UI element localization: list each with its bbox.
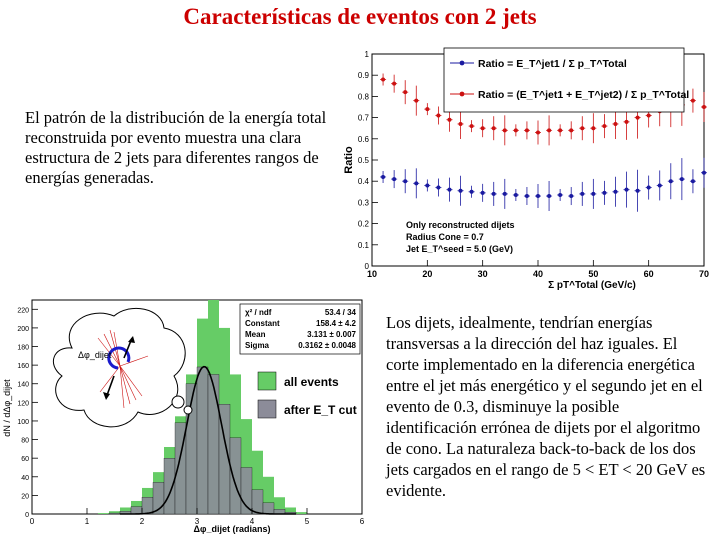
paragraph-dijets: Los dijets, idealmente, tendrían energías transversas a la dirección del haz iguales. El corte implementado en la diferencia energética entre el jet más energético y el segundo jet en el evento de 0.3, disminuye la posible identificación errónea de dijets por el algoritmo de cono. La naturaleza back-to-back de los dos jets cargados en el rango de 5 < ET < 20 GeV es evidente. bbox=[386, 313, 706, 500]
fit-stat-name: Sigma bbox=[245, 341, 270, 350]
ratio-x-tick-label: 60 bbox=[643, 269, 654, 279]
hist-y-tick-label: 120 bbox=[17, 400, 29, 408]
ratio-point-jet1 bbox=[636, 189, 640, 193]
hist-y-tick-label: 100 bbox=[17, 418, 29, 426]
ratio-point-jet1 bbox=[525, 194, 529, 198]
ratio-point-jet1 bbox=[459, 189, 463, 193]
ratio-annotation-line1: Only reconstructed dijets bbox=[406, 220, 515, 230]
fit-stat-name: χ² / ndf bbox=[245, 308, 272, 317]
hist-y-tick-label: 140 bbox=[17, 381, 29, 389]
ratio-point-jet1 bbox=[436, 186, 440, 190]
ratio-y-tick-label: 0.3 bbox=[357, 198, 369, 208]
ratio-point-dijet bbox=[591, 126, 595, 130]
ratio-x-tick-label: 40 bbox=[532, 269, 544, 279]
hist-y-tick-label: 60 bbox=[21, 456, 29, 464]
hist-y-tick-label: 80 bbox=[21, 437, 29, 445]
ratio-point-jet1 bbox=[514, 193, 518, 197]
ratio-point-dijet bbox=[525, 128, 529, 132]
hist-y-tick-label: 160 bbox=[17, 363, 29, 371]
ratio-point-dijet bbox=[613, 122, 617, 126]
ratio-point-dijet bbox=[702, 105, 706, 109]
ratio-point-dijet bbox=[636, 116, 640, 120]
bar-after-cut bbox=[131, 507, 142, 514]
ratio-plot bbox=[342, 42, 718, 294]
ratio-point-dijet bbox=[602, 124, 606, 128]
ratio-y-tick-label: 0.5 bbox=[357, 156, 369, 165]
ratio-x-tick-label: 10 bbox=[366, 269, 378, 279]
legend-swatch-all-events bbox=[258, 372, 276, 390]
fit-stat-value: 53.4 / 34 bbox=[324, 308, 356, 317]
ratio-y-tick-label: 0.7 bbox=[357, 113, 369, 123]
ratio-point-jet1 bbox=[669, 179, 673, 183]
ratio-point-jet1 bbox=[492, 192, 496, 196]
bar-after-cut bbox=[252, 490, 263, 514]
ratio-x-tick-label: 30 bbox=[477, 269, 488, 279]
ratio-point-jet1 bbox=[602, 191, 606, 195]
ratio-point-dijet bbox=[381, 77, 385, 81]
hist-x-tick-label: 1 bbox=[84, 517, 90, 526]
ratio-point-jet1 bbox=[558, 193, 562, 197]
ratio-point-dijet bbox=[580, 126, 584, 130]
fit-stat-value: 158.4 ± 4.2 bbox=[316, 319, 356, 328]
ratio-point-jet1 bbox=[647, 186, 651, 190]
hist-x-tick-label: 0 bbox=[29, 517, 35, 526]
ratio-point-jet1 bbox=[691, 179, 695, 183]
bar-after-cut bbox=[230, 438, 241, 514]
ratio-point-jet1 bbox=[536, 194, 540, 198]
ratio-legend-dot-blue bbox=[460, 61, 465, 66]
ratio-point-jet1 bbox=[447, 188, 451, 192]
ratio-annotation-line3: Jet E_T^seed = 5.0 (GeV) bbox=[406, 244, 514, 254]
legend-label-all-events: all events bbox=[284, 375, 339, 389]
ratio-point-jet1 bbox=[625, 188, 629, 192]
bar-after-cut bbox=[142, 497, 153, 514]
ratio-point-jet1 bbox=[481, 191, 485, 195]
ratio-point-dijet bbox=[403, 90, 407, 94]
dphi-histogram bbox=[2, 296, 370, 538]
ratio-point-dijet bbox=[691, 99, 695, 103]
ratio-point-dijet bbox=[625, 120, 629, 124]
fit-stat-name: Mean bbox=[245, 330, 266, 339]
ratio-point-jet1 bbox=[425, 183, 429, 187]
ratio-y-tick-label: 0.4 bbox=[357, 177, 369, 187]
ratio-point-jet1 bbox=[547, 194, 551, 198]
ratio-y-tick-label: 0.6 bbox=[357, 134, 369, 144]
hist-x-tick-label: 3 bbox=[194, 517, 200, 526]
ratio-point-jet1 bbox=[591, 192, 595, 196]
ratio-point-dijet bbox=[481, 126, 485, 130]
ratio-point-dijet bbox=[569, 128, 573, 132]
ratio-point-jet1 bbox=[470, 190, 474, 194]
ratio-point-dijet bbox=[492, 126, 496, 130]
ratio-point-dijet bbox=[647, 113, 651, 117]
ratio-point-dijet bbox=[558, 128, 562, 132]
bubble-dot-small bbox=[184, 406, 192, 414]
ratio-y-tick-label: 0.1 bbox=[357, 240, 369, 250]
ratio-point-dijet bbox=[470, 124, 474, 128]
fit-stat-name: Constant bbox=[245, 319, 280, 328]
bar-after-cut bbox=[208, 374, 219, 514]
ratio-legend-entry-jet1: Ratio = E_T^jet1 / Σ p_T^Total bbox=[478, 58, 627, 70]
bar-after-cut bbox=[263, 503, 274, 514]
hist-x-tick-label: 5 bbox=[304, 517, 310, 526]
ratio-legend-entry-dijet: Ratio = (E_T^jet1 + E_T^jet2) / Σ p_T^Total bbox=[478, 89, 690, 101]
ratio-point-dijet bbox=[536, 130, 540, 134]
ratio-point-jet1 bbox=[403, 179, 407, 183]
hist-x-tick-label: 4 bbox=[249, 517, 255, 526]
ratio-x-tick-label: 50 bbox=[588, 269, 599, 279]
ratio-point-jet1 bbox=[580, 192, 584, 196]
ratio-y-label: Ratio bbox=[343, 146, 355, 174]
ratio-point-jet1 bbox=[702, 171, 706, 175]
hist-y-tick-label: 20 bbox=[21, 493, 29, 501]
ratio-point-jet1 bbox=[381, 175, 385, 179]
hist-y-tick-label: 220 bbox=[17, 307, 29, 315]
legend-swatch-after-cut bbox=[258, 400, 276, 418]
hist-x-tick-label: 2 bbox=[139, 517, 145, 526]
bar-after-cut bbox=[164, 458, 175, 514]
histogram-y-label: dN / dΔφ_dijet bbox=[2, 379, 12, 437]
ratio-point-dijet bbox=[503, 128, 507, 132]
hist-y-tick-label: 180 bbox=[17, 344, 29, 352]
ratio-point-jet1 bbox=[414, 181, 418, 185]
bar-after-cut bbox=[109, 513, 120, 514]
ratio-x-label: Σ pT^Total (GeV/c) bbox=[548, 280, 636, 291]
bar-all-events bbox=[296, 512, 307, 514]
ratio-point-dijet bbox=[414, 99, 418, 103]
histogram-x-label: Δφ_dijet (radians) bbox=[193, 524, 271, 534]
ratio-point-dijet bbox=[425, 107, 429, 111]
legend-label-after-cut: after E_T cut bbox=[284, 403, 357, 417]
ratio-y-tick-label: 0 bbox=[364, 262, 369, 271]
ratio-y-tick-label: 0.9 bbox=[357, 71, 369, 81]
ratio-point-dijet bbox=[459, 122, 463, 126]
ratio-point-dijet bbox=[392, 82, 396, 86]
fit-stat-value: 3.131 ± 0.007 bbox=[307, 330, 356, 339]
ratio-point-jet1 bbox=[569, 194, 573, 198]
bubble-dot-large bbox=[172, 396, 184, 408]
ratio-x-tick-label: 70 bbox=[698, 269, 710, 279]
ratio-point-dijet bbox=[514, 128, 518, 132]
ratio-point-jet1 bbox=[658, 183, 662, 187]
ratio-annotation-line2: Radius Cone = 0.7 bbox=[406, 232, 484, 242]
ratio-point-dijet bbox=[447, 118, 451, 122]
ratio-point-jet1 bbox=[613, 190, 617, 194]
hist-y-tick-label: 40 bbox=[21, 474, 29, 482]
bar-after-cut bbox=[197, 367, 208, 514]
ratio-legend-dot-red bbox=[460, 92, 465, 97]
paragraph-energy-pattern: El patrón de la distribución de la energía total reconstruida por evento muestra una clara estructura de 2 jets para diferentes rangos de energías generadas. bbox=[25, 108, 327, 187]
ratio-x-tick-label: 20 bbox=[422, 269, 433, 279]
ratio-y-tick-label: 0.2 bbox=[357, 219, 369, 229]
inset-dphi-label: Δφ_dijet bbox=[78, 350, 112, 360]
ratio-y-tick-label: 0.8 bbox=[357, 92, 369, 102]
ratio-point-jet1 bbox=[680, 177, 684, 181]
hist-x-tick-label: 6 bbox=[359, 517, 365, 526]
fit-stat-value: 0.3162 ± 0.0048 bbox=[298, 341, 356, 350]
bar-all-events bbox=[98, 513, 109, 514]
hist-y-tick-label: 200 bbox=[17, 325, 29, 333]
hist-y-tick-label: 0 bbox=[25, 512, 29, 519]
ratio-point-jet1 bbox=[392, 177, 396, 181]
ratio-point-dijet bbox=[547, 128, 551, 132]
ratio-y-tick-label: 1 bbox=[364, 50, 369, 59]
slide-title: Características de eventos con 2 jets bbox=[183, 4, 537, 29]
ratio-point-dijet bbox=[436, 113, 440, 117]
ratio-point-jet1 bbox=[503, 192, 507, 196]
